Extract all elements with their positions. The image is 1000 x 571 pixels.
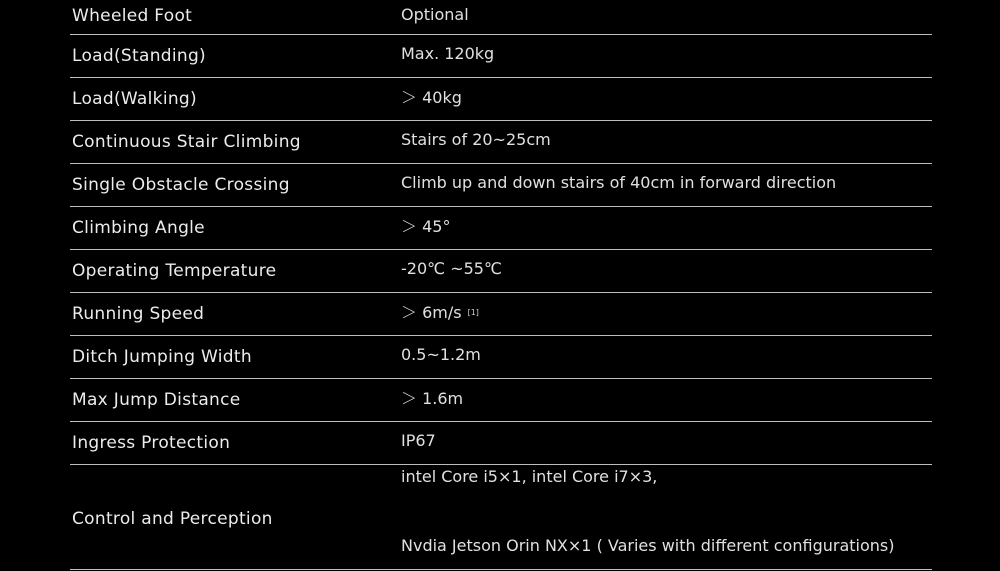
spec-label: Continuous Stair Climbing [72, 132, 301, 152]
spec-value-line: intel Core i5×1, intel Core i7×3, [401, 467, 658, 486]
spec-label: Load(Walking) [72, 89, 197, 109]
spec-value-multiline [401, 465, 894, 569]
spec-value: IP67 [401, 430, 436, 450]
spec-label: Max Jump Distance [72, 390, 241, 410]
spec-value-line: Nvdia Jetson Orin NX×1 ( Varies with different configurations) [401, 536, 895, 555]
spec-label: Running Speed [72, 304, 205, 324]
spec-value: Climb up and down stairs of 40cm in forward direction [401, 172, 837, 192]
spec-row-max-jump-distance [70, 379, 932, 422]
spec-label: Single Obstacle Crossing [72, 175, 290, 195]
spec-value: 0.5~1.2m [401, 344, 481, 364]
spec-value-with-note [401, 293, 479, 335]
spec-value: ＞ 45° [401, 216, 451, 236]
spec-label: Climbing Angle [72, 218, 205, 238]
spec-row-ditch-jumping-width [70, 336, 932, 379]
spec-row-wheeled-foot [70, 0, 932, 35]
spec-row-operating-temperature [70, 250, 932, 293]
spec-label: Wheeled Foot [72, 6, 193, 26]
spec-row-load-standing [70, 35, 932, 78]
spec-row-load-walking [70, 78, 932, 121]
spec-value: Max. 120kg [401, 43, 495, 63]
spec-row-climbing-angle [70, 207, 932, 250]
spec-label: Control and Perception [72, 509, 273, 529]
spec-row-control-perception [70, 465, 932, 570]
spec-value: ＞ 40kg [401, 87, 462, 107]
spec-value: ＞ 1.6m [401, 388, 464, 408]
spec-table [70, 0, 932, 570]
spec-row-obstacle-crossing [70, 164, 932, 207]
spec-label: Operating Temperature [72, 261, 277, 281]
spec-label: Ditch Jumping Width [72, 347, 252, 367]
spec-row-stair-climbing [70, 121, 932, 164]
spec-value: Stairs of 20~25cm [401, 129, 551, 149]
spec-value: -20℃ ~55℃ [401, 258, 502, 278]
spec-row-ingress-protection [70, 422, 932, 465]
spec-value: Optional [401, 5, 469, 24]
spec-label: Ingress Protection [72, 433, 231, 453]
spec-value-text: ＞ 6m/s [401, 302, 462, 322]
spec-label: Load(Standing) [72, 46, 206, 66]
footnote-marker: [1] [467, 307, 479, 317]
spec-row-running-speed [70, 293, 932, 336]
